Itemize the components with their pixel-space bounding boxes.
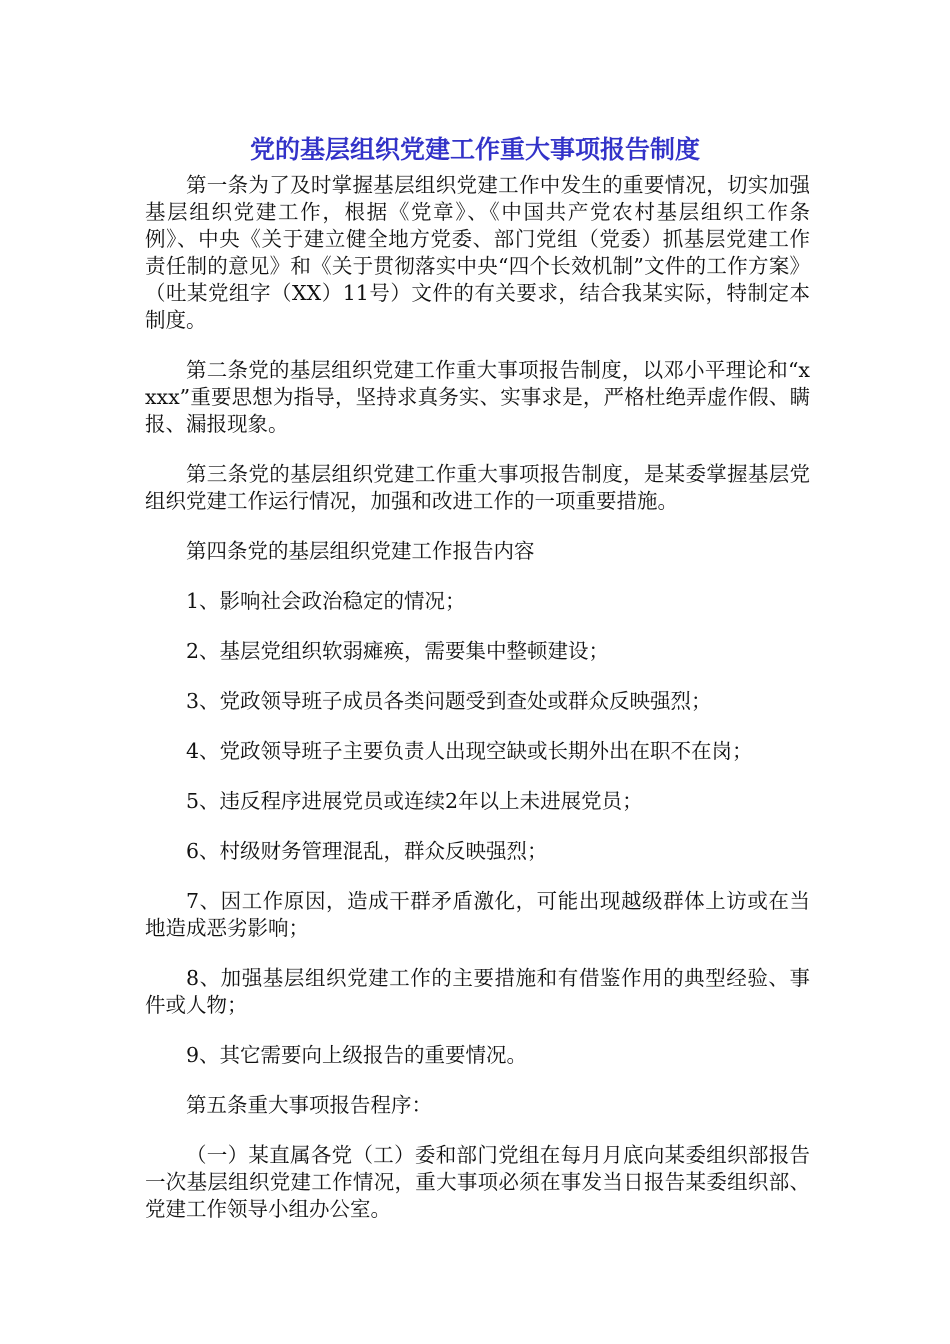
article-4-heading: 第四条党的基层组织党建工作报告内容 — [186, 539, 535, 563]
article-1-paragraph: 第一条为了及时掌握基层组织党建工作中发生的重要情况，切实加强基层组织党建工作，根据《党章》、《中国共产党农村基层组织工作条例》、中央《关于建立健全地方党委、部门党组（党委）抓基层党建工作责任制的意见》和《关于贯彻落实中央“四个长效机制”文件的工作方案》（吐某党组字（XX）11号）文件的有关要求，结合我某实际，特制定本制度。 — [145, 173, 810, 332]
article-3-paragraph: 第三条党的基层组织党建工作重大事项报告制度，是某委掌握基层党组织党建工作运行情况，加强和改进工作的一项重要措施。 — [145, 462, 810, 513]
article-5-heading: 第五条重大事项报告程序： — [186, 1093, 432, 1117]
procedure-item-1: （一）某直属各党（工）委和部门党组在每月月底向某委组织部报告一次基层组织党建工作情况，重大事项必须在事发当日报告某委组织部、党建工作领导小组办公室。 — [145, 1143, 810, 1221]
document-title: 党的基层组织党建工作重大事项报告制度 — [249, 135, 700, 164]
list-item-8: 8、加强基层组织党建工作的主要措施和有借鉴作用的典型经验、事件或人物； — [145, 966, 810, 1017]
list-item-1: 1、影响社会政治稳定的情况； — [186, 589, 466, 613]
list-item-7: 7、因工作原因，造成干群矛盾激化，可能出现越级群体上访或在当地造成恶劣影响； — [145, 889, 810, 940]
list-item-5: 5、违反程序进展党员或连续2年以上未进展党员； — [186, 789, 643, 813]
list-item-9: 9、其它需要向上级报告的重要情况。 — [186, 1043, 528, 1067]
document-body — [145, 172, 810, 1246]
list-item-6: 6、村级财务管理混乱，群众反映强烈； — [186, 839, 548, 863]
list-item-2: 2、基层党组织软弱瘫痪，需要集中整顿建设； — [186, 639, 610, 663]
list-item-3: 3、党政领导班子成员各类问题受到查处或群众反映强烈； — [186, 689, 712, 713]
article-2-paragraph: 第二条党的基层组织党建工作重大事项报告制度，以邓小平理论和“xxxx”重要思想为指导，坚持求真务实、实事求是，严格杜绝弄虚作假、瞒报、漏报现象。 — [145, 358, 810, 436]
list-item-4: 4、党政领导班子主要负责人出现空缺或长期外出在职不在岗； — [186, 739, 753, 763]
